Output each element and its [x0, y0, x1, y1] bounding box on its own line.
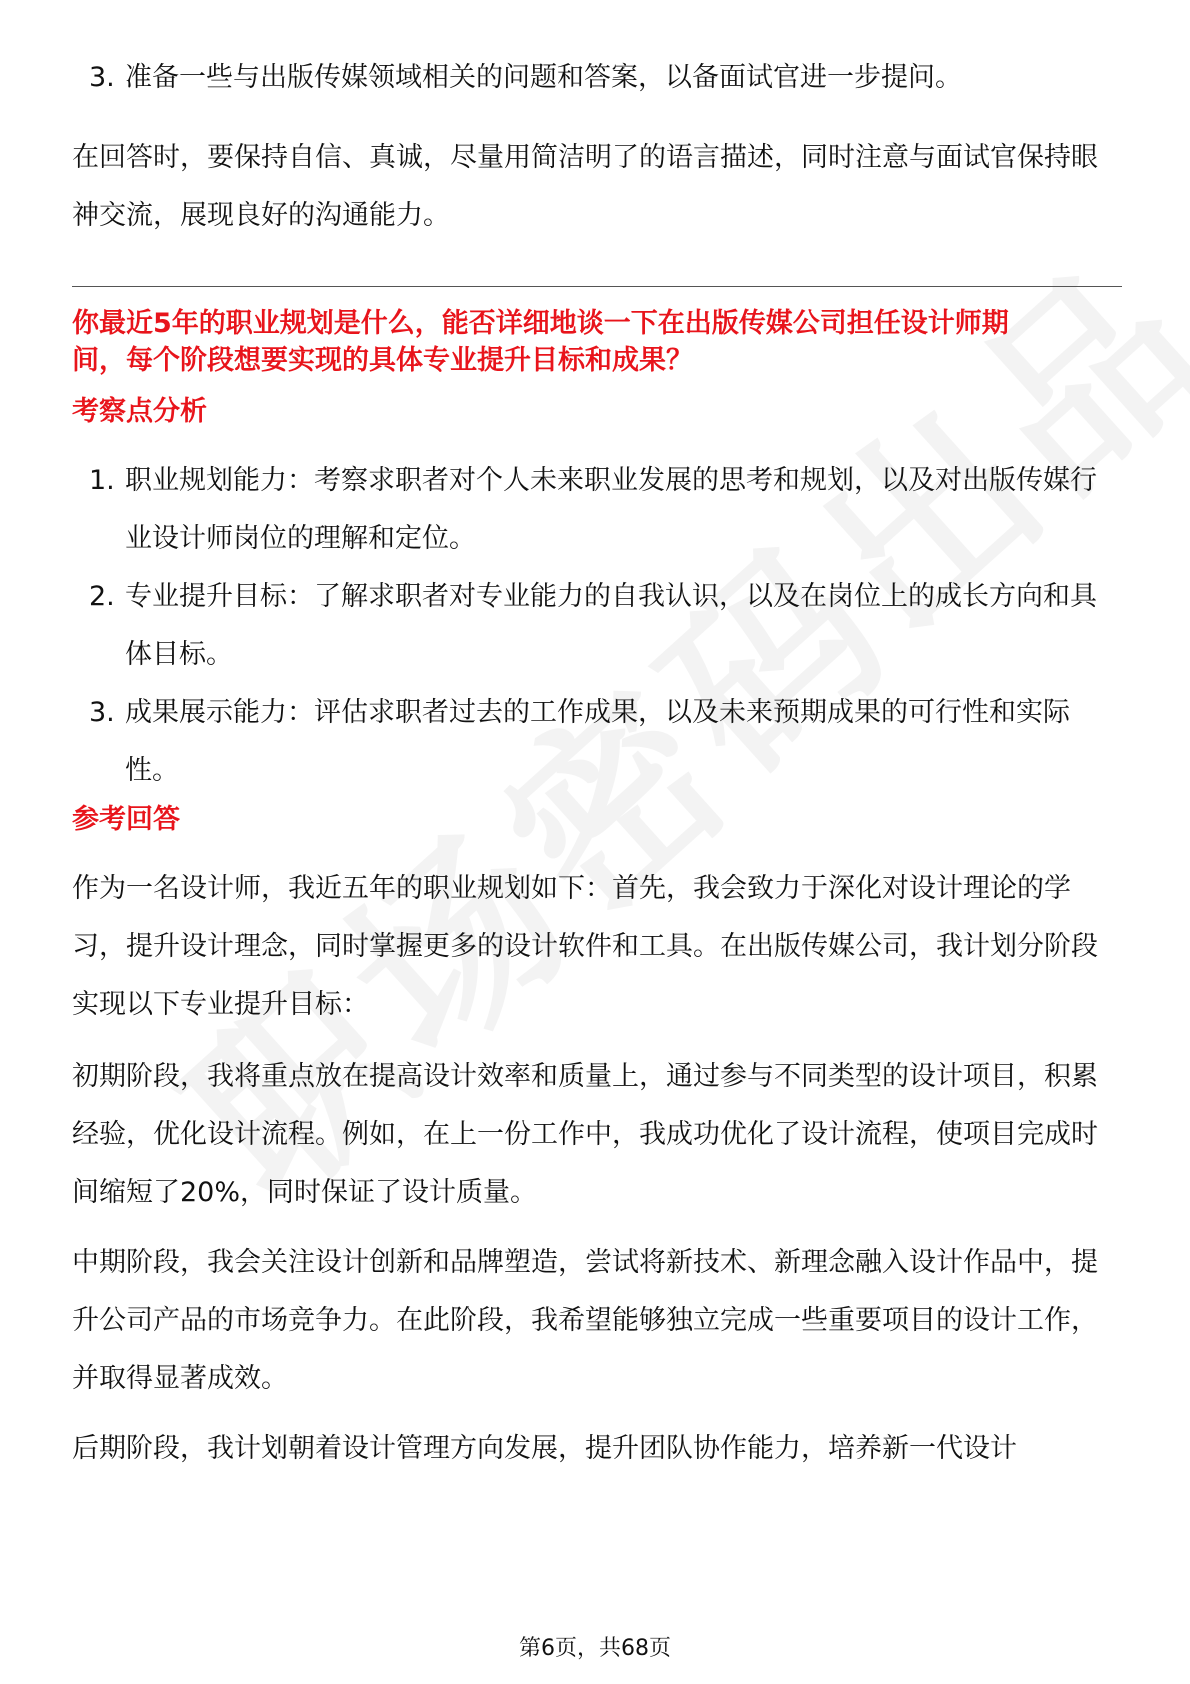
answer-paragraph: 中期阶段，我会关注设计创新和品牌塑造，尝试将新技术、新理念融入设计作品中，提升公司产品的市场竞争力。在此阶段，我希望能够独立完成一些重要项目的设计工作，并取得显著成效。 [72, 1247, 1098, 1394]
divider [72, 286, 1122, 287]
question-title: 你最近5年的职业规划是什么，能否详细地谈一下在出版传媒公司担任设计师期间，每个阶段想要实现的具体专业提升目标和成果？ [72, 308, 1009, 376]
list-item [72, 452, 1122, 568]
answer-paragraph: 初期阶段，我将重点放在提高设计效率和质量上，通过参与不同类型的设计项目，积累经验，优化设计流程。例如，在上一份工作中，我成功优化了设计流程，使项目完成时间缩短了20%，同时保证了设计质量。 [72, 1061, 1098, 1208]
answer-heading: 参考回答 [72, 804, 180, 835]
list-number: 2. [89, 581, 115, 612]
list-item [72, 568, 1122, 684]
list-text: 准备一些与出版传媒领域相关的问题和答案，以备面试官进一步提问。 [125, 62, 962, 93]
list-text: 成果展示能力：评估求职者过去的工作成果，以及未来预期成果的可行性和实际性。 [125, 697, 1070, 786]
analysis-heading: 考察点分析 [72, 396, 207, 427]
list-text: 专业提升目标：了解求职者对专业能力的自我认识，以及在岗位上的成长方向和具体目标。 [125, 581, 1097, 670]
list-text: 职业规划能力：考察求职者对个人未来职业发展的思考和规划，以及对出版传媒行业设计师岗位的理解和定位。 [125, 465, 1097, 554]
closing-paragraph: 在回答时，要保持自信、真诚，尽量用简洁明了的语言描述，同时注意与面试官保持眼神交流，展现良好的沟通能力。 [72, 142, 1098, 231]
list-number: 3. [89, 62, 115, 93]
answer-paragraph: 作为一名设计师，我近五年的职业规划如下：首先，我会致力于深化对设计理论的学习，提升设计理念，同时掌握更多的设计软件和工具。在出版传媒公司，我计划分阶段实现以下专业提升目标： [72, 873, 1098, 1020]
list-number: 3. [89, 697, 115, 728]
list-item [72, 684, 1122, 800]
answer-paragraph: 后期阶段，我计划朝着设计管理方向发展，提升团队协作能力，培养新一代设计 [72, 1433, 1017, 1464]
page-number: 第6页，共68页 [519, 1636, 671, 1661]
list-item [72, 49, 1122, 107]
list-number: 1. [89, 465, 115, 496]
analysis-list [72, 452, 1122, 800]
